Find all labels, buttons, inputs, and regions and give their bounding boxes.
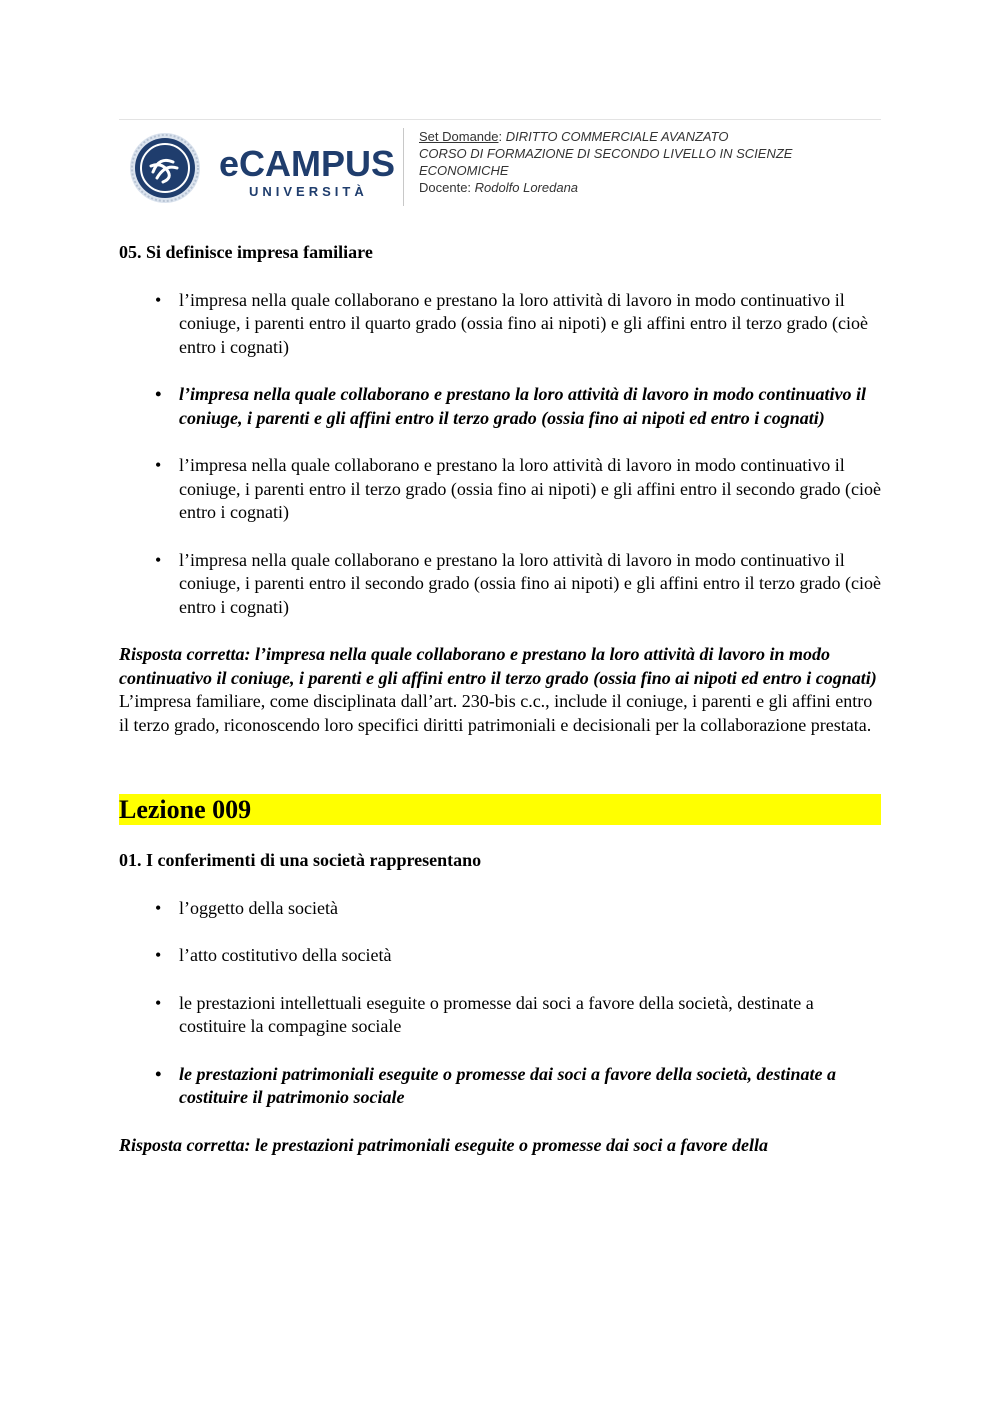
option-item bbox=[119, 992, 881, 1039]
option-item-correct bbox=[119, 1063, 881, 1110]
logo-wordmark: eCAMPUS bbox=[219, 143, 396, 184]
option-text: l’atto costitutivo della società bbox=[179, 945, 392, 965]
option-item bbox=[119, 454, 881, 525]
lesson-heading: Lezione 009 bbox=[119, 794, 881, 825]
option-item-correct bbox=[119, 383, 881, 430]
option-item bbox=[119, 549, 881, 620]
correct-answer: Risposta corretta: le prestazioni patrimoniali eseguite o promesse dai soci a favore della bbox=[119, 1134, 768, 1155]
course-line bbox=[419, 145, 879, 179]
bullet: • bbox=[155, 992, 162, 1013]
question-title: 01. I conferimenti di una società rappresentano bbox=[119, 850, 482, 870]
logo-subtitle: UNIVERSITÀ bbox=[249, 184, 368, 199]
option-text: l’impresa nella quale collaborano e prestano la loro attività di lavoro in modo continuativo il coniuge, i parenti entro il secondo grado (ossia fino ai nipoti) e gli affini entro il terzo grado (cioè entro i cognati) bbox=[179, 549, 881, 617]
option-item bbox=[119, 897, 881, 921]
bullet: • bbox=[155, 455, 162, 475]
document-body bbox=[119, 241, 881, 1157]
option-text: le prestazioni intellettuali eseguite o promesse dai soci a favore della società, destinate a costituire la compagine sociale bbox=[179, 992, 814, 1036]
bullet: • bbox=[155, 945, 162, 965]
docente-value: Rodolfo Loredana bbox=[474, 180, 579, 195]
bullet: • bbox=[155, 289, 162, 310]
option-text: l’impresa nella quale collaborano e prestano la loro attività di lavoro in modo continuativo il coniuge, i parenti e gli affini entro il terzo grado (ossia fino ai nipoti ed entro i cognati) bbox=[179, 384, 867, 428]
answer-options bbox=[119, 289, 881, 620]
header-divider bbox=[403, 128, 404, 206]
answer-options bbox=[119, 897, 881, 1110]
option-item bbox=[119, 289, 881, 360]
correct-answer: Risposta corretta: l’impresa nella quale collaborano e prestano la loro attività di lavoro in modo continuativo il coniuge, i parenti e gli affini entro il terzo grado (ossia fino ai nipoti ed entro i cognati) bbox=[119, 644, 877, 688]
question-title: 05. Si definisce impresa familiare bbox=[119, 242, 373, 262]
set-value: DIRITTO COMMERCIALE AVANZATO bbox=[505, 129, 729, 144]
course-value: CORSO DI FORMAZIONE DI SECONDO LIVELLO IN SCIENZE ECONOMICHE bbox=[419, 146, 793, 178]
bullet: • bbox=[155, 549, 162, 570]
answer-explanation: L’impresa familiare, come disciplinata dall’art. 230-bis c.c., include il coniuge, i parenti e gli affini entro il terzo grado, riconoscendo loro specifici diritti patrimoniali e decisionali per la collaborazione prestata. bbox=[119, 691, 873, 735]
document-header bbox=[119, 119, 881, 212]
bullet: • bbox=[155, 897, 162, 918]
ecampus-logo bbox=[129, 132, 399, 204]
set-line: Set Domande: DIRITTO COMMERCIALE AVANZATO bbox=[419, 129, 729, 144]
bullet: • bbox=[155, 384, 162, 404]
option-text: le prestazioni patrimoniali eseguite o promesse dai soci a favore della società, destinate a costituire il patrimonio sociale bbox=[179, 1063, 836, 1107]
docente-label: Docente: bbox=[419, 180, 472, 195]
set-label: Set Domande bbox=[419, 129, 499, 144]
option-text: l’impresa nella quale collaborano e prestano la loro attività di lavoro in modo continuativo il coniuge, i parenti entro il quarto grado (ossia fino ai nipoti) e gli affini entro il terzo grado (cioè entro i cognati) bbox=[179, 289, 868, 357]
bullet: • bbox=[155, 1063, 162, 1084]
option-item bbox=[119, 944, 881, 968]
docente-line bbox=[419, 179, 879, 196]
option-text: l’impresa nella quale collaborano e prestano la loro attività di lavoro in modo continuativo il coniuge, i parenti entro il terzo grado (ossia fino ai nipoti) e gli affini entro il secondo grado (cioè entro i cognati) bbox=[179, 455, 881, 522]
header-info bbox=[419, 128, 879, 196]
ecampus-emblem-icon bbox=[129, 132, 201, 204]
option-text: l’oggetto della società bbox=[179, 897, 338, 918]
